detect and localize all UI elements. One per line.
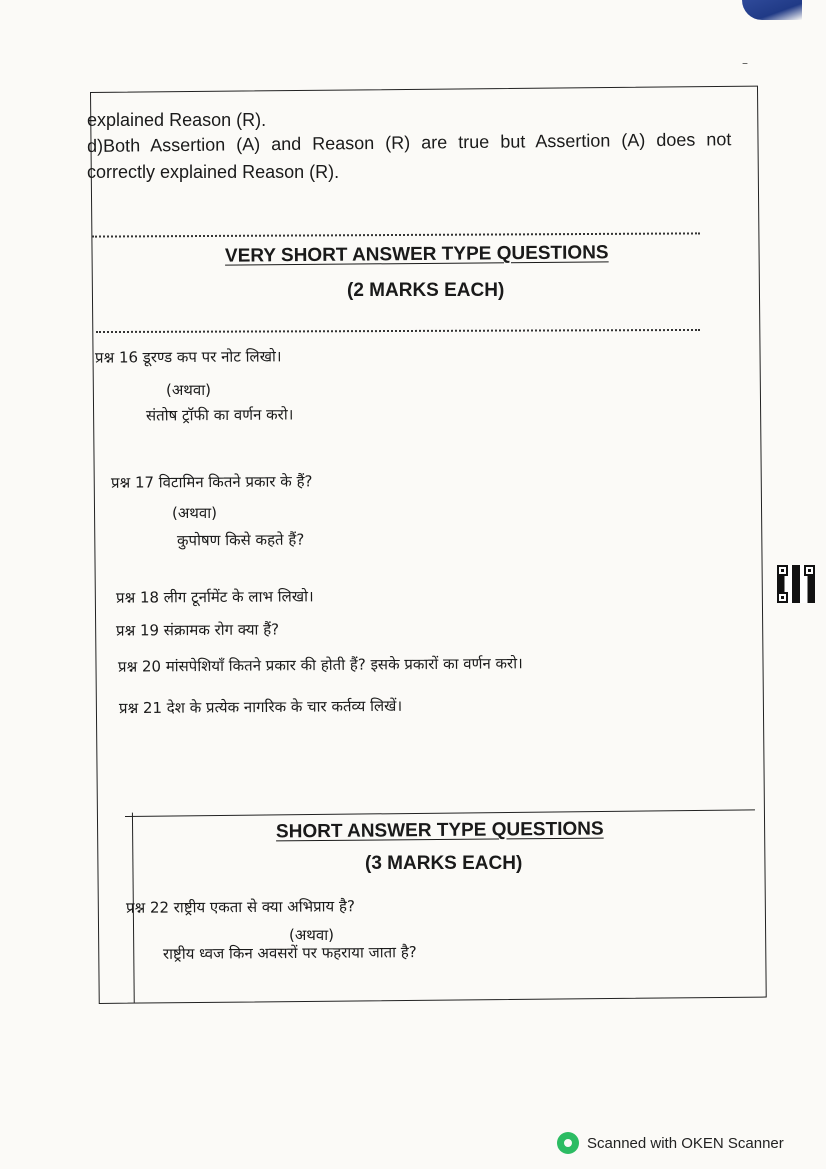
scan-speck: –: [742, 56, 748, 70]
scanner-watermark: [557, 1131, 784, 1155]
question-22-alt: राष्ट्रीय ध्वज किन अवसरों पर फहराया जाता है?: [162, 943, 417, 963]
option-text-line-1: explained Reason (R).: [87, 110, 267, 130]
section-marks-very-short: (2 MARKS EACH): [347, 280, 505, 301]
oken-scanner-logo-icon: [557, 1132, 579, 1154]
section-title-text: SHORT ANSWER TYPE QUESTIONS: [275, 818, 604, 843]
qr-finder: [777, 592, 788, 603]
question-18: प्रश्न 18 लीग टूर्नामेंट के लाभ लिखो।: [115, 587, 314, 607]
scanner-watermark-label: Scanned with OKEN Scanner: [587, 1134, 784, 1152]
section-title-short: [276, 819, 604, 844]
question-17-alt: कुपोषण किसे कहते हैं?: [176, 530, 305, 550]
scan-edge-shadow: [742, 0, 802, 20]
section-title-very-short: [225, 242, 609, 267]
question-16: प्रश्न 16 डूरण्ड कप पर नोट लिखो।: [94, 347, 282, 367]
option-d-text: d)Both Assertion (A) and Reason (R) are true but Assertion (A) does not: [87, 129, 732, 156]
question-19: प्रश्न 19 संक्रामक रोग क्या हैं?: [115, 620, 280, 640]
qr-finder: [777, 565, 788, 576]
question-22-or: (अथवा): [289, 926, 334, 944]
section-marks-short: (3 MARKS EACH): [365, 853, 523, 874]
qr-finder: [804, 565, 815, 576]
question-16-alt: संतोष ट्रॉफी का वर्णन करो।: [145, 405, 294, 425]
question-22: प्रश्न 22 राष्ट्रीय एकता से क्या अभिप्राय है?: [125, 897, 355, 917]
question-17: प्रश्न 17 विटामिन कितने प्रकार के हैं?: [110, 472, 313, 492]
question-20: प्रश्न 20 मांसपेशियाँ कितने प्रकार की होती हैं? इसके प्रकारों का वर्णन करो।: [117, 654, 523, 676]
question-16-or: (अथवा): [166, 381, 211, 399]
question-21: प्रश्न 21 देश के प्रत्येक नागरिक के चार कर्तव्य लिखें।: [118, 696, 403, 718]
qr-code-icon: [777, 565, 815, 603]
section-title-text: VERY SHORT ANSWER TYPE QUESTIONS: [224, 242, 609, 267]
option-text-line-3: correctly explained Reason (R).: [87, 162, 340, 182]
question-17-or: (अथवा): [172, 504, 217, 522]
